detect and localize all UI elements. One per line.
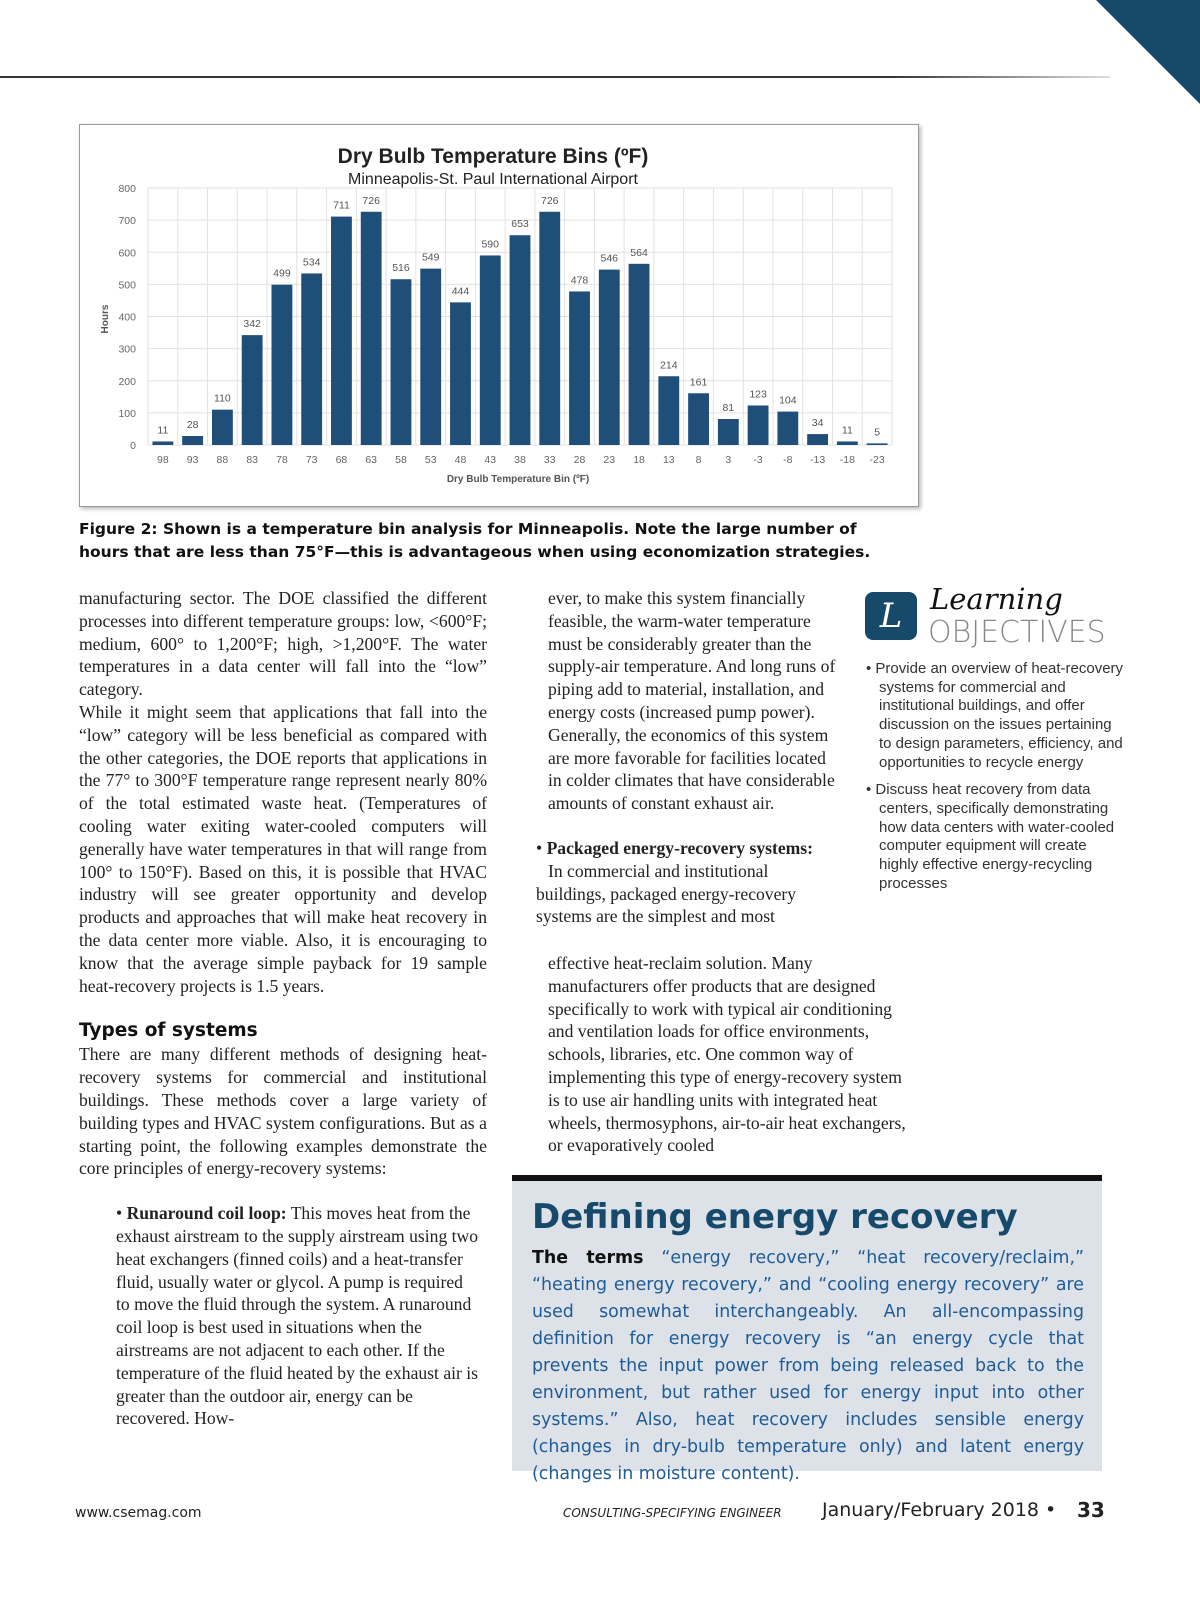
paragraph: manufacturing sector. The DOE classified the different processes into different temperature groups: low, <600°F; medium, 600° to 1,200°F; high, >1,200°F. The water temperatures in a data center will fall into the “low” category. bbox=[79, 588, 487, 700]
sidebar-body bbox=[532, 1245, 1084, 1488]
bar bbox=[777, 412, 798, 445]
data-label: 214 bbox=[660, 359, 678, 372]
data-label: 123 bbox=[749, 388, 767, 401]
x-tick-label: 73 bbox=[305, 454, 318, 466]
x-tick-label: 43 bbox=[484, 454, 497, 466]
footer-url[interactable]: www.csemag.com bbox=[75, 1505, 202, 1521]
learning-objectives-badge: L bbox=[865, 592, 917, 640]
bar bbox=[361, 212, 382, 445]
bar bbox=[331, 217, 352, 445]
y-tick-label: 200 bbox=[118, 375, 136, 388]
data-label: 590 bbox=[481, 238, 500, 251]
bar bbox=[658, 376, 679, 445]
chart-subtitle: Minneapolis-St. Paul International Airport bbox=[348, 171, 638, 188]
chart-figure bbox=[79, 124, 919, 507]
bar bbox=[539, 212, 560, 445]
data-label: 726 bbox=[362, 194, 380, 207]
bullet-text: In commercial and institutional buildings, packaged energy-recovery systems are the simplest and most bbox=[536, 860, 797, 927]
data-label: 546 bbox=[600, 252, 619, 265]
bar bbox=[807, 434, 828, 445]
x-tick-label: 18 bbox=[633, 454, 645, 466]
x-tick-label: 68 bbox=[335, 454, 348, 466]
x-tick-label: -23 bbox=[869, 454, 885, 466]
data-label: 161 bbox=[689, 376, 708, 389]
y-tick-label: 500 bbox=[118, 279, 136, 292]
bar bbox=[748, 405, 769, 445]
y-tick-label: 700 bbox=[118, 215, 136, 228]
x-tick-label: 3 bbox=[725, 454, 732, 466]
data-label: 726 bbox=[540, 194, 559, 207]
x-tick-label: -3 bbox=[753, 454, 763, 466]
middle-column-continued bbox=[548, 952, 913, 1157]
bar bbox=[212, 410, 233, 445]
bar bbox=[152, 441, 173, 445]
x-tick-label: 53 bbox=[424, 454, 437, 466]
bullet-label: Packaged energy-recovery systems: bbox=[546, 837, 813, 858]
data-label: 104 bbox=[779, 394, 797, 407]
bar bbox=[182, 436, 203, 445]
x-tick-label: 98 bbox=[157, 454, 169, 466]
bar bbox=[391, 279, 412, 445]
corner-decoration bbox=[1096, 0, 1200, 104]
bar bbox=[510, 235, 531, 445]
x-tick-label: 13 bbox=[662, 454, 675, 466]
objective-text: Discuss heat recovery from data centers, specifically demonstrating how data centers with water-cooled computer equipment will create highly effective energy-recycling processes bbox=[875, 781, 1115, 892]
data-label: 34 bbox=[811, 417, 824, 430]
y-tick-label: 600 bbox=[118, 247, 136, 260]
data-label: 516 bbox=[392, 262, 410, 275]
y-tick-label: 400 bbox=[118, 311, 136, 324]
data-label: 549 bbox=[421, 251, 440, 264]
y-tick-label: 300 bbox=[118, 343, 136, 356]
bar bbox=[242, 335, 263, 445]
x-tick-label: 63 bbox=[365, 454, 378, 466]
x-tick-label: -18 bbox=[839, 454, 855, 466]
bar bbox=[272, 285, 293, 445]
data-label: 11 bbox=[841, 424, 853, 437]
data-label: 342 bbox=[243, 318, 261, 331]
x-tick-label: 8 bbox=[695, 454, 702, 466]
data-label: 81 bbox=[722, 401, 735, 414]
data-label: 478 bbox=[570, 274, 589, 287]
bullet-text: effective heat-reclaim solution. Many manufacturers offer products that are designed specifically to work with typical air conditioning and ventilation loads for office environments, schools, libraries, etc. One common way of implementing this type of energy-recovery system is to use air handling units with integrated heat wheels, thermosyphons, air-to-air heat exchangers, or evaporatively cooled bbox=[548, 953, 906, 1156]
bar bbox=[629, 264, 650, 445]
bar bbox=[718, 419, 739, 445]
sidebar-title: Defining energy recovery bbox=[532, 1197, 1018, 1237]
data-label: 5 bbox=[874, 426, 881, 439]
page-number: 33 bbox=[1077, 1498, 1105, 1522]
y-axis-label: Hours bbox=[100, 304, 111, 334]
data-label: 444 bbox=[451, 285, 470, 298]
middle-column bbox=[536, 587, 840, 928]
bar bbox=[599, 270, 620, 445]
data-label: 711 bbox=[333, 199, 350, 212]
figure-caption: Figure 2: Shown is a temperature bin analysis for Minneapolis. Note the large number of hours that are less than 75°F—this is advantageous when using economization strategies. bbox=[79, 520, 871, 561]
objective-item: • Discuss heat recovery from data centers, specifically demonstrating how data centers with water-cooled computer equipment will create highly effective energy-recycling processes bbox=[866, 781, 1115, 892]
bar bbox=[837, 441, 858, 445]
y-tick-label: 800 bbox=[118, 183, 136, 195]
chart-title: Dry Bulb Temperature Bins (ºF) bbox=[337, 145, 649, 168]
x-axis-label: Dry Bulb Temperature Bin (ºF) bbox=[446, 474, 590, 485]
x-tick-label: -8 bbox=[783, 454, 793, 466]
objectives-title: OBJECTIVES bbox=[928, 615, 1106, 650]
x-tick-label: 83 bbox=[246, 454, 259, 466]
bar bbox=[569, 291, 590, 445]
paragraph: There are many different methods of designing heat-recovery systems for commercial and institutional buildings. These methods cover a large variety of building types and HVAC system configurations. But as a starting point, the following examples demonstrate the core principles of energy-recovery systems: bbox=[79, 1044, 487, 1179]
footer-bullet: • bbox=[1045, 1499, 1057, 1521]
sidebar-text: “energy recovery,” “heat recovery/reclaim,” “heating energy recovery,” and “cooling energy recovery” are used somewhat interchangeably. An all-encompassing definition for energy recovery is “an energy cycle that prevents the input power from being released back to the environment, but rather used for energy input into other systems.” Also, heat recovery includes sensible energy (changes in dry-bulb temperature only) and latent energy (changes in moisture content). bbox=[532, 1248, 1084, 1484]
data-label: 534 bbox=[302, 256, 321, 269]
objective-text: Provide an overview of heat-recovery systems for commercial and institutional buildings, and offer discussion on the issues pertaining to design parameters, efficiency, and opportunities to recycle energy bbox=[875, 660, 1124, 771]
sidebar-box bbox=[512, 1175, 1102, 1484]
x-tick-label: 58 bbox=[395, 454, 407, 466]
data-label: 28 bbox=[186, 419, 199, 432]
bar bbox=[688, 393, 709, 445]
x-tick-label: 93 bbox=[186, 454, 199, 466]
y-tick-label: 100 bbox=[118, 407, 136, 420]
y-tick-label: 0 bbox=[130, 440, 136, 452]
bullet-item: • Packaged energy-recovery systems: In commercial and institutional buildings, packaged energy-recovery systems are the simplest and most bbox=[536, 837, 813, 927]
paragraph: While it might seem that applications that fall into the “low” category will be less beneficial as compared with the other categories, the DOE reports that applications in the 77° to 300°F temperature range represent nearly 80% of the total estimated waste heat. (Temperatures of cooling water exiting water-cooled computers will generally have water temperatures in that will range from 100° to 150°F). Based on this, it is possible that HVAC industry will see greater opportunity and develop products and approaches that will make heat recovery in the data center more viable. Also, it is encouraging to know that the average simple payback for 19 sample heat-recovery projects is 1.5 years. bbox=[79, 701, 487, 996]
x-tick-label: 88 bbox=[216, 454, 229, 466]
bar bbox=[420, 269, 441, 445]
data-label: 11 bbox=[157, 424, 169, 437]
left-column bbox=[79, 587, 487, 1430]
x-tick-label: 48 bbox=[454, 454, 467, 466]
bar bbox=[867, 443, 888, 445]
objective-item: • Provide an overview of heat-recovery systems for commercial and institutional buildings, and offer discussion on the issues pertaining to design parameters, efficiency, and opportunities to recycle energy bbox=[866, 660, 1124, 771]
data-label: 564 bbox=[630, 246, 648, 259]
x-tick-label: 28 bbox=[573, 454, 586, 466]
bullet-text: This moves heat from the exhaust airstream to the supply airstream using two heat exchangers (finned coils) and a heat-transfer fluid, usually water or glycol. A pump is required to move the fluid through the system. A runaround coil loop is best used in situations when the airstreams are not adjacent to each other. If the temperature of the fluid heated by the exhaust air is greater than the outdoor air, energy can be recovered. How- bbox=[116, 1203, 479, 1429]
x-tick-label: 33 bbox=[543, 454, 556, 466]
learning-title: Learning bbox=[930, 582, 1063, 616]
x-tick-label: 23 bbox=[603, 454, 616, 466]
x-tick-label: 78 bbox=[276, 454, 288, 466]
data-label: 653 bbox=[511, 218, 529, 231]
sidebar-lead: The terms bbox=[532, 1248, 644, 1268]
footer-magazine: CONSULTING-SPECIFYING ENGINEER bbox=[563, 1506, 782, 1520]
bar bbox=[301, 273, 322, 445]
paragraph: ever, to make this system financially feasible, the warm-water temperature must be considerably greater than the supply-air temperature. And long runs of piping add to material, installation, and energy costs (increased pump power). Generally, the economics of this system are more favorable for facilities located in colder climates that have considerable amounts of constant exhaust air. bbox=[548, 588, 836, 814]
bar bbox=[450, 302, 471, 445]
data-label: 499 bbox=[273, 267, 291, 280]
section-heading: Types of systems bbox=[79, 1020, 258, 1042]
bullet-label: Runaround coil loop: bbox=[126, 1203, 287, 1224]
header-rule bbox=[0, 76, 1110, 78]
bar-chart bbox=[80, 125, 920, 508]
x-tick-label: -13 bbox=[810, 454, 826, 466]
bar bbox=[480, 255, 501, 445]
footer-issue: January/February 2018 bbox=[822, 1499, 1040, 1521]
data-label: 110 bbox=[214, 392, 231, 405]
x-tick-label: 38 bbox=[514, 454, 526, 466]
bullet-item: • Runaround coil loop: This moves heat from the exhaust airstream to the supply airstream using two heat exchangers (finned coils) and a heat-transfer fluid, usually water or glycol. A pump is required to move the fluid through the system. A runaround coil loop is best used in situations when the airstreams are not adjacent to each other. If the temperature of the fluid heated by the exhaust air is greater than the outdoor air, energy can be recovered. How- bbox=[116, 1203, 479, 1429]
learning-objectives-list bbox=[866, 660, 1126, 902]
